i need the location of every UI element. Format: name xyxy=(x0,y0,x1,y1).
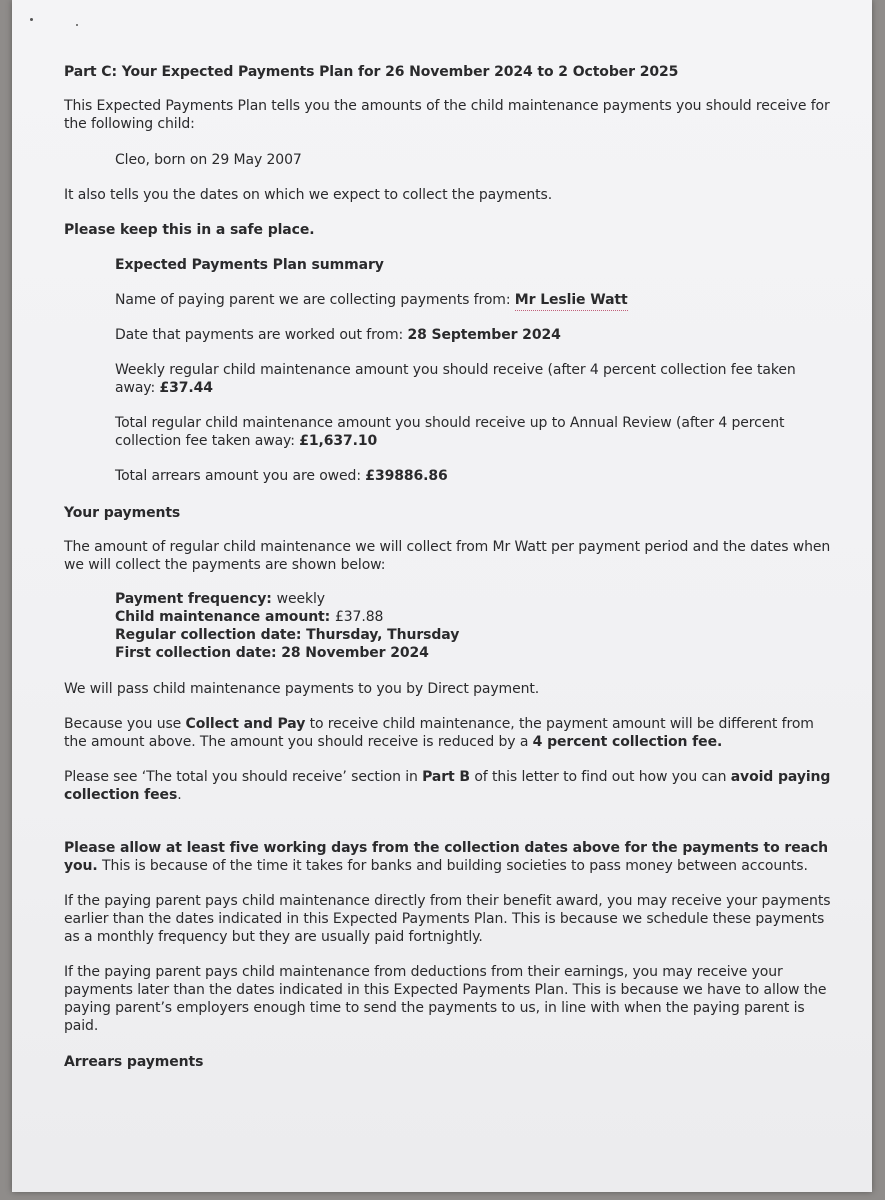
date-value: 28 September 2024 xyxy=(407,327,561,343)
frequency-line xyxy=(115,590,834,608)
part-b-paragraph xyxy=(64,768,834,804)
first-collection-date: First collection date: 28 November 2024 xyxy=(115,645,429,661)
child-line: Cleo, born on 29 May 2007 xyxy=(115,152,302,168)
amount-value: £37.88 xyxy=(334,609,384,625)
letter-content xyxy=(64,63,834,1071)
date-label: Date that payments are worked out from: xyxy=(115,327,408,343)
dates-intro: It also tells you the dates on which we expect to collect the payments. xyxy=(64,187,553,203)
weekly-amount-value: £37.44 xyxy=(159,380,213,396)
paying-parent-line xyxy=(64,291,834,309)
part-b-term: Part B xyxy=(422,769,470,785)
weekly-amount-line xyxy=(64,361,834,397)
collect-and-pay-paragraph xyxy=(64,715,834,751)
allow-days-rest: This is because of the time it takes for banks and building societies to pass money between accounts. xyxy=(102,858,808,874)
regular-collection-date: Regular collection date: Thursday, Thursday xyxy=(115,627,460,643)
earnings-paragraph: If the paying parent pays child maintenance from deductions from their earnings, you may receive your payments later than the dates indicated in this Expected Payments Plan. This is because we have to allow the paying parent’s employers enough time to send the payments to us, in line with when the paying parent is paid. xyxy=(64,964,827,1034)
frequency-label: Payment frequency: xyxy=(115,591,277,607)
paper-mark xyxy=(76,24,78,26)
collection-fee-term: 4 percent collection fee. xyxy=(532,734,723,750)
payment-details xyxy=(64,590,834,662)
weekly-amount-label: Weekly regular child maintenance amount you should receive (after 4 percent collection fee taken away: xyxy=(115,362,796,396)
text-span: Because you use xyxy=(64,716,186,732)
arrears-amount-line xyxy=(64,467,834,485)
text-span: Please see ‘The total you should receive’ section in xyxy=(64,769,423,785)
amount-label: Child maintenance amount: xyxy=(115,609,335,625)
paying-parent-name: Mr Leslie Watt xyxy=(515,292,628,311)
allow-days-bold: Please allow at least five working days from the collection dates above for the payments to reach you. xyxy=(64,840,829,874)
keep-safe-note: Please keep this in a safe place. xyxy=(64,222,315,238)
your-payments-heading: Your payments xyxy=(64,505,181,521)
summary-title: Expected Payments Plan summary xyxy=(115,257,384,273)
arrears-amount-value: £39886.86 xyxy=(365,468,448,484)
letter-page xyxy=(12,0,872,1192)
text-span: . xyxy=(177,787,182,803)
frequency-value: weekly xyxy=(276,591,325,607)
total-amount-value: £1,637.10 xyxy=(299,433,378,449)
total-amount-label: Total regular child maintenance amount you should receive up to Annual Review (after 4 percent collection fee taken away: xyxy=(115,415,785,449)
date-line xyxy=(64,326,834,344)
avoid-fees-term: avoid paying collection fees xyxy=(64,769,831,803)
part-c-heading: Part C: Your Expected Payments Plan for 26 November 2024 to 2 October 2025 xyxy=(64,64,679,80)
collect-and-pay-term: Collect and Pay xyxy=(185,716,306,732)
payments-intro: The amount of regular child maintenance we will collect from Mr Watt per payment period and the dates when we will collect the payments are shown below: xyxy=(64,539,831,573)
text-span: of this letter to find out how you can xyxy=(469,769,731,785)
paper-mark xyxy=(30,18,33,21)
allow-days-paragraph xyxy=(64,839,834,875)
intro-paragraph: This Expected Payments Plan tells you the amounts of the child maintenance payments you should receive for the following child: xyxy=(64,98,830,132)
arrears-amount-label: Total arrears amount you are owed: xyxy=(115,468,366,484)
text-span: to receive child maintenance, the payment amount will be different from the amount above. The amount you should receive is reduced by a xyxy=(64,716,814,750)
total-amount-line xyxy=(64,414,834,450)
benefit-paragraph: If the paying parent pays child maintenance directly from their benefit award, you may receive your payments earlier than the dates indicated in this Expected Payments Plan. This is because we schedule these payments as a monthly frequency but they are usually paid fortnightly. xyxy=(64,893,831,945)
amount-line xyxy=(115,608,834,626)
paying-parent-label: Name of paying parent we are collecting payments from: xyxy=(115,292,515,308)
direct-payment-note: We will pass child maintenance payments to you by Direct payment. xyxy=(64,681,540,697)
arrears-payments-heading: Arrears payments xyxy=(64,1054,204,1070)
